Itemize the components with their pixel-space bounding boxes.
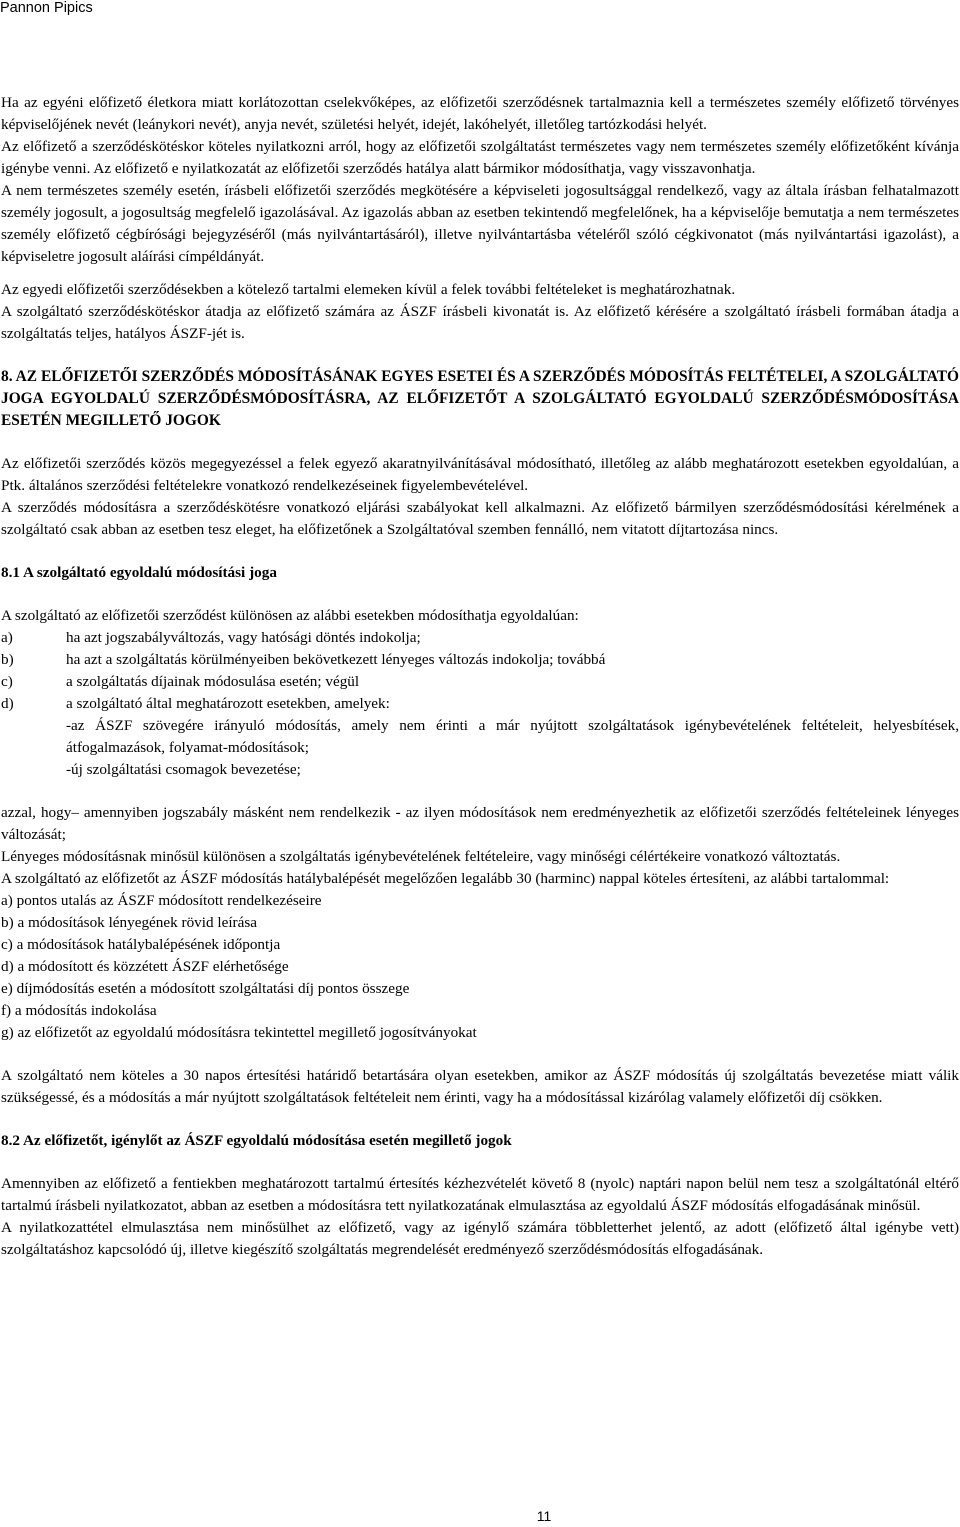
paragraph-aszf-extract: A szolgáltató szerződéskötéskor átadja az előfizető számára az ÁSZF írásbeli kivonatát is. Az előfizető kérésére a szolgáltató írásbeli formában átadja a szolgáltatás teljes, hatályos ÁSZF-jét is. (1, 303, 959, 342)
page-number: 11 (536, 1508, 552, 1524)
section-8-heading: 8. AZ ELŐFIZETŐI SZERZŐDÉS MÓDOSÍTÁSÁNAK EGYES ESETEI ÉS A SZERZŐDÉS MÓDOSÍTÁS FELTÉTELEI, A SZOLGÁLTATÓ JOGA EGYOLDALÚ SZERZŐDÉSMÓDOSÍTÁSRA, AZ ELŐFIZETŐT A SZOLGÁLTATÓ EGYOLDALÚ SZERZŐDÉSMÓDOSÍTÁSA ESETÉN MEGILLETŐ JOGOK (1, 368, 959, 429)
document-header: Pannon Pipics (0, 0, 93, 16)
content-list-item: d) a módosított és közzétett ÁSZF elérhetősége (1, 958, 289, 975)
list-item (1, 693, 959, 715)
list-item-letter: c) (1, 673, 13, 690)
list-item-text: ha azt jogszabályváltozás, vagy hatósági döntés indokolja; (66, 629, 421, 646)
content-list-item: e) díjmódosítás esetén a módosított szolgáltatási díj pontos összege (1, 980, 410, 997)
list-item (1, 671, 959, 693)
paragraph-notification-duty: A szolgáltató az előfizetőt az ÁSZF módosítás hatálybalépését megelőzően legalább 30 (harminc) nappal köteles értesíteni, az alábbi tartalommal: (1, 870, 890, 887)
list-item-text: a szolgáltatás díjainak módosulása esetén; végül (66, 673, 360, 690)
list-item (1, 649, 959, 671)
document-body (1, 92, 959, 1261)
content-list-item: f) a módosítás indokolása (1, 1002, 157, 1019)
section-8-2-paragraph-2: A nyilatkozattétel elmulasztása nem minősülhet az előfizető, vagy az igénylő számára többletterhet jelentő, az adott (előfizető által igénybe vett) szolgáltatáshoz kapcsolódó új, illetve kiegészítő szolgáltatás megrendelését eredményező szerződésmódosítás elfogadásának. (1, 1219, 959, 1258)
paragraph-notice-exception: A szolgáltató nem köteles a 30 napos értesítési határidő betartására olyan esetekben, amikor az ÁSZF módosítás új szolgáltatás bevezetése miatt válik szükségessé, és a módosítás a már nyújtott szolgáltatások feltételeit nem érinti, vagy ha a módosítással kizárólag valamely előfizetői díj csökken. (1, 1067, 959, 1106)
paragraph-minor-subscriber: Ha az egyéni előfizető életkora miatt korlátozottan cselekvőképes, az előfizetői szerződésnek tartalmaznia kell a természetes személy előfizető törvényes képviselőjének nevét (leánykori nevét), anyja nevét, születési helyét, idejét, lakóhelyét, illetőleg tartózkodási helyét. (1, 94, 959, 133)
list-item (1, 627, 959, 649)
content-list-item: c) a módosítások hatálybalépésének időpontja (1, 936, 281, 953)
section-8-paragraph-1: Az előfizetői szerződés közös megegyezéssel a felek egyező akaratnyilvánításával módosítható, illetőleg az alább meghatározott esetekben egyoldalúan, a Ptk. általános szerződési feltételekre vonatkozó rendelkezéseinek figyelembevételével. (1, 455, 959, 494)
content-list-item: b) a módosítások lényegének rövid leírása (1, 914, 257, 931)
sub-item-aszf-text-change: -az ÁSZF szövegére irányuló módosítás, amely nem érinti a már nyújtott szolgáltatások igénybevételének feltételeit, helyesbítések, átfogalmazások, folyamat-módosítások; (66, 717, 959, 756)
section-8-1-intro: A szolgáltató az előfizetői szerződést különösen az alábbi esetekben módosíthatja egyoldalúan: (1, 607, 579, 624)
list-item-letter: a) (1, 629, 13, 646)
paragraph-legal-entity: A nem természetes személy esetén, írásbeli előfizetői szerződés megkötésére a képviseleti jogosultsággal rendelkező, vagy az általa írásban felhatalmazott személy jogosult, a jogosultság megfelelő igazolásával. Az igazolás abban az esetben tekintendő megfelelőnek, ha a képviselője bemutatja a nem természetes személy előfizető cégbírósági bejegyzéséről (más nyilvántartásáról), illetve nyilvántartásba vételéről szóló cégkivonatot (más nyilvántartási igazolást), a képviseletre jogosult aláírási címpéldányát. (1, 182, 959, 265)
content-list-item: a) pontos utalás az ÁSZF módosított rendelkezéseire (1, 892, 322, 909)
sub-item-new-packages: -új szolgáltatási csomagok bevezetése; (66, 761, 301, 778)
paragraph-no-material-change: azzal, hogy– amennyiben jogszabály másként nem rendelkezik - az ilyen módosítások nem eredményezhetik az előfizetői szerződés feltételeinek lényeges változását; (1, 804, 959, 843)
list-item-letter: b) (1, 651, 14, 668)
section-8-2-paragraph-1: Amennyiben az előfizető a fentiekben meghatározott tartalmú értesítés kézhezvételét követő 8 (nyolc) naptári napon belül nem tesz a szolgáltatónál eltérő tartalmú írásbeli nyilatkozatot, abban az esetben a módosításra tett nyilatkozatának elmulasztása az egyoldalú ÁSZF módosítás elfogadásának minősül. (1, 1175, 959, 1214)
paragraph-subscriber-declaration: Az előfizető a szerződéskötéskor köteles nyilatkozni arról, hogy az előfizetői szolgáltatást természetes vagy nem természetes személy előfizetőként kívánja igénybe venni. Az előfizető e nyilatkozatát az előfizetői szerződés hatálya alatt bármikor módosíthatja, vagy visszavonhatja. (1, 138, 959, 177)
section-8-paragraph-2: A szerződés módosításra a szerződéskötésre vonatkozó eljárási szabályokat kell alkalmazni. Az előfizető bármilyen szerződésmódosítási kérelmének a szolgáltató csak abban az esetben tesz eleget, ha előfizetőnek a Szolgáltatóval szemben fennálló, nem vitatott díjtartozása nincs. (1, 499, 959, 538)
content-list-item: g) az előfizetőt az egyoldalú módosításra tekintettel megillető jogosítványokat (1, 1024, 477, 1041)
list-item-letter: d) (1, 695, 14, 712)
paragraph-additional-terms: Az egyedi előfizetői szerződésekben a kötelező tartalmi elemeken kívül a felek további feltételeket is meghatározhatnak. (1, 281, 736, 298)
list-item-text: ha azt a szolgáltatás körülményeiben bekövetkezett lényeges változás indokolja; továbbá (66, 651, 606, 668)
paragraph-material-change-definition: Lényeges módosításnak minősül különösen a szolgáltatás igénybevételének feltételeire, vagy minőségi célértékeire vonatkozó változtatás. (1, 848, 841, 865)
section-8-1-heading: 8.1 A szolgáltató egyoldalú módosítási joga (1, 564, 277, 581)
section-8-2-heading: 8.2 Az előfizetőt, igénylőt az ÁSZF egyoldalú módosítása esetén megillető jogok (1, 1132, 512, 1149)
list-item-text: a szolgáltató által meghatározott esetekben, amelyek: (66, 695, 390, 712)
